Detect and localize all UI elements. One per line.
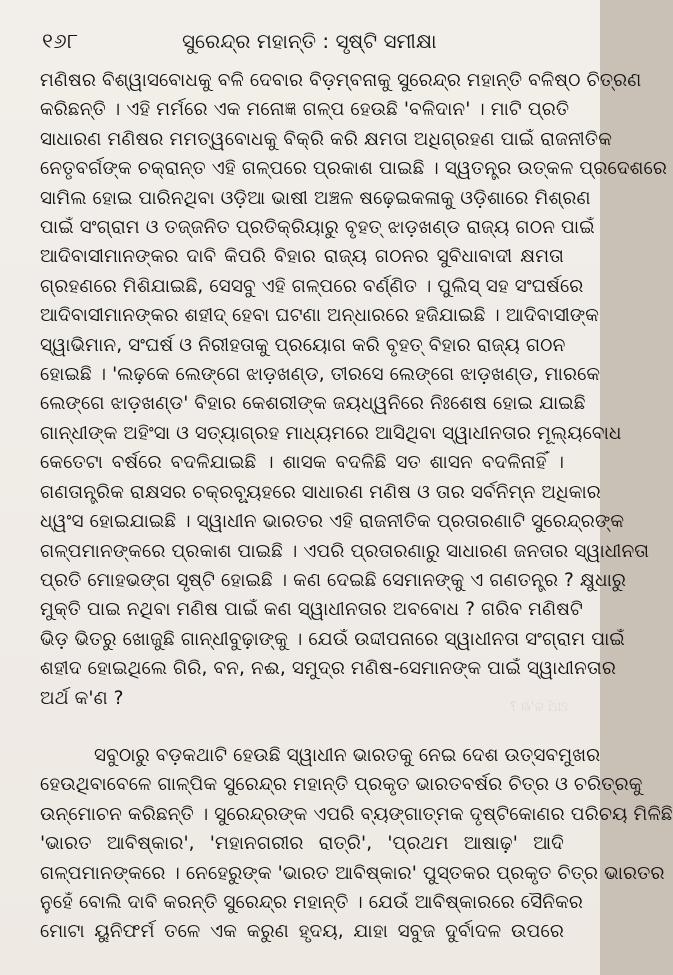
- text-line: ଧ୍ୱଂସ ହୋଇଯାଇଛି । ସ୍ୱାଧୀନ ଭାରତର ଏହି ରାଜନୀତିକ ପ୍ରତାରଣାଟି ସୁରେନ୍ଦ୍ରଙ୍କ: [40, 511, 625, 533]
- text-line: ଗ୍ରହଣରେ ମିଶିଯାଇଛି, ସେସବୁ ଏହି ଗଳ୍ପରେ ବର୍ଣ୍ଣିତ । ପୁଲିସ୍ ସହ ସଂଘର୍ଷରେ: [40, 275, 584, 297]
- text-line: ଲେଙ୍ଗେ ଝାଡ଼ଖଣ୍ଡ' ବିହାର କେଶରୀଙ୍କ ଜୟଧ୍ୱନିରେ ନିଃଶେଷ ହୋଇ ଯାଇଛି: [40, 393, 586, 415]
- page-header: [42, 26, 564, 58]
- text-line: ଭିଡ଼ ଭିତରୁ ଖୋଜୁଛି ଗାନ୍ଧୀବୁଢ଼ାଙ୍କୁ । ଯେଉଁ ଉଦ୍ଦୀପନାରେ ସ୍ୱାଧୀନତା ସଂଗ୍ରାମ ପାଇଁ: [40, 628, 625, 650]
- text-line: ମୋଟା ୟୁନିଫର୍ମ ତଳେ ଏକ କରୁଣ ହୃଦୟ, ଯାହା ସବୁଜ ଦୁର୍ବାଦଳ ଉପରେ: [40, 921, 564, 943]
- text-line: କରିଛନ୍ତି । ଏହି ମର୍ମରେ ଏକ ମନୋଜ୍ଞ ଗଳ୍ପ ହେଉଛି 'ବଳିଦାନ' । ମାଟି ପ୍ରତି: [40, 99, 570, 121]
- page-number: ୧୬୮: [42, 29, 79, 53]
- paragraph-gap: [40, 713, 564, 741]
- text-line: ଉନ୍ମୋଚନ କରିଛନ୍ତି । ସୁରେନ୍ଦ୍ରଙ୍କ ଏପରି ବ୍ୟଙ୍ଗାତ୍ମକ ଦୃଷ୍ଟିକୋଣର ପରିଚୟ ମିଳିଛି: [40, 803, 673, 825]
- text-line: ଗଳ୍ପମାନଙ୍କରେ । ନେହେରୁଙ୍କ 'ଭାରତ ଆବିଷ୍କାର' ପୁସ୍ତକର ପ୍ରକୃତ ଚିତ୍ର ଭାରତର: [40, 862, 665, 884]
- text-line: ହେଉଥିବାବେଳେ ଗାଳ୍ପିକ ସୁରେନ୍ଦ୍ର ମହାନ୍ତି ପ୍ରକୃତ ଭାରତବର୍ଷର ଚିତ୍ର ଓ ଚରିତ୍ରକୁ: [40, 774, 643, 796]
- text-line: 'ଭାରତ ଆବିଷ୍କାର', 'ମହାନଗରୀର ରାତ୍ରି', 'ପ୍ରଥମ ଆଷାଢ଼' ଆଦି: [40, 833, 564, 855]
- text-line: ସବୁଠାରୁ ବଡ଼କଥାଟି ହେଉଛି ସ୍ୱାଧୀନ ଭାରତକୁ ନେଇ ଦେଶ ଉତ୍ସବମୁଖର: [94, 744, 601, 766]
- paragraph-2: [40, 741, 673, 947]
- text-line: ଆଦିବାସୀମାନଙ୍କର ଶହୀଦ୍ ହେବା ଘଟଣା ଅନ୍ଧାରରେ ହଜିଯାଇଛି । ଆଦିବାସୀଙ୍କ: [40, 305, 600, 327]
- text-line: ସାମିଲ ହୋଇ ପାରିନଥିବା ଓଡ଼ିଆ ଭାଷୀ ଅଞ୍ଚଳ ଷଢ଼େଇକଳାକୁ ଓଡ଼ିଶାରେ ମିଶ୍ରଣ: [40, 187, 591, 209]
- text-line: ଗାନ୍ଧୀଙ୍କ ଅହିଂସା ଓ ସତ୍ୟାଗ୍ରହ ମାଧ୍ୟମରେ ଆସିଥିବା ସ୍ୱାଧୀନତାର ମୂଲ୍ୟବୋଧ: [40, 422, 622, 444]
- text-line: ମୁକ୍ତି ପାଇ ନଥିବା ମଣିଷ ପାଇଁ କଣ ସ୍ୱାଧୀନତାର ଅବବୋଧ ? ଗରିବ ମଣିଷଟି: [40, 599, 583, 621]
- text-line: ପ୍ରତି ମୋହଭଙ୍ଗ ସୃଷ୍ଟି ହୋଇଛି । କଣ ଦେଇଛି ସେମାନଙ୍କୁ ଏ ଗଣତନ୍ତ୍ର ? କ୍ଷୁଧାରୁ: [40, 569, 627, 591]
- text-line: ଆଦିବାସୀମାନଙ୍କର ଦାବି କିପରି ବିହାର ରାଜ୍ୟ ଗଠନର ସୁବିଧାବାଦୀ କ୍ଷମତା: [40, 246, 564, 268]
- text-line: ସ୍ୱାଭିମାନ, ସଂଘର୍ଷ ଓ ନିରୀହତାକୁ ପ୍ରୟୋଗ କରି ବୃହତ୍ ବିହାର ରାଜ୍ୟ ଗଠନ: [40, 334, 566, 356]
- text-line: ନୁହେଁ ବୋଲି ଦାବି କରନ୍ତି ସୁରେନ୍ଦ୍ର ମହାନ୍ତି । ଯେଉଁ ଆବିଷ୍କାରରେ ସୈନିକର: [40, 891, 584, 913]
- text-line: ଗଣତାନ୍ତ୍ରିକ ରାକ୍ଷସର ଚକ୍ରବ୍ୟୂହରେ ସାଧାରଣ ମଣିଷ ଓ ତାର ସର୍ବନିମ୍ନ ଅଧିକାର: [40, 481, 601, 503]
- running-head: ସୁରେନ୍ଦ୍ର ମହାନ୍ତି : ସୃଷ୍ଟି ସମୀକ୍ଷା: [182, 29, 437, 53]
- show-through-text: ଅର୍ଥ କ'ଣ ?: [509, 700, 568, 715]
- text-line: ହୋଇଛି । 'ଲଢ଼କେ ଲେଙ୍ଗେ ଝାଡ଼ଖଣ୍ଡ, ତୀରସେ ଲେଙ୍ଗେ ଝାଡ଼ଖଣ୍ଡ, ମାରକେ: [40, 364, 601, 386]
- text-line: ଶହୀଦ ହୋଇଥିଲେ ଗିରି, ବନ, ନଈ, ସମୁଦ୍ର ମଣିଷ-ସେମାନଙ୍କ ପାଇଁ ସ୍ୱାଧୀନତାର: [40, 658, 616, 680]
- page-body: [40, 66, 673, 947]
- text-line: କେତେଟା ବର୍ଷରେ ବଦଳିଯାଇଛି । ଶାସକ ବଦଳିଛି ସତ ଶାସନ ବଦଳିନାହିଁ ।: [40, 452, 564, 474]
- text-line: ମଣିଷର ବିଶ୍ୱାସବୋଧକୁ ବଳି ଦେବାର ବିଡ଼ମ୍ବନାକୁ ସୁରେନ୍ଦ୍ର ମହାନ୍ତି ବଳିଷ୍ଠ ଚିତ୍ରଣ: [40, 70, 642, 91]
- text-line: ଗଳ୍ପମାନଙ୍କରେ ପ୍ରକାଶ ପାଇଛି । ଏପରି ପ୍ରତାରଣାରୁ ସାଧାରଣ ଜନତାର ସ୍ୱାଧୀନତା: [40, 540, 650, 562]
- text-line: ପାଇଁ ସଂଗ୍ରାମ ଓ ତଜ୍ଜନିତ ପ୍ରତିକ୍ରିୟାରୁ ବୃହତ୍ ଝାଡ଼ଖଣ୍ଡ ରାଜ୍ୟ ଗଠନ ପାଇଁ: [40, 217, 595, 239]
- text-line: ସାଧାରଣ ମଣିଷର ମମତ୍ୱବୋଧକୁ ବିକ୍ରି କରି କ୍ଷମତା ଅଧିଗ୍ରହଣ ପାଇଁ ରାଜନୀତିକ: [40, 128, 612, 150]
- text-line: ଅର୍ଥ କ'ଣ ?: [40, 687, 124, 709]
- text-line: ନେତୃବର୍ଗଙ୍କ ଚକ୍ରାନ୍ତ ଏହି ଗଳ୍ପରେ ପ୍ରକାଶ ପାଇଛି । ସ୍ୱତନ୍ତ୍ର ଉତ୍କଳ ପ୍ରଦେଶରେ: [40, 158, 667, 180]
- paragraph-1: [40, 66, 667, 713]
